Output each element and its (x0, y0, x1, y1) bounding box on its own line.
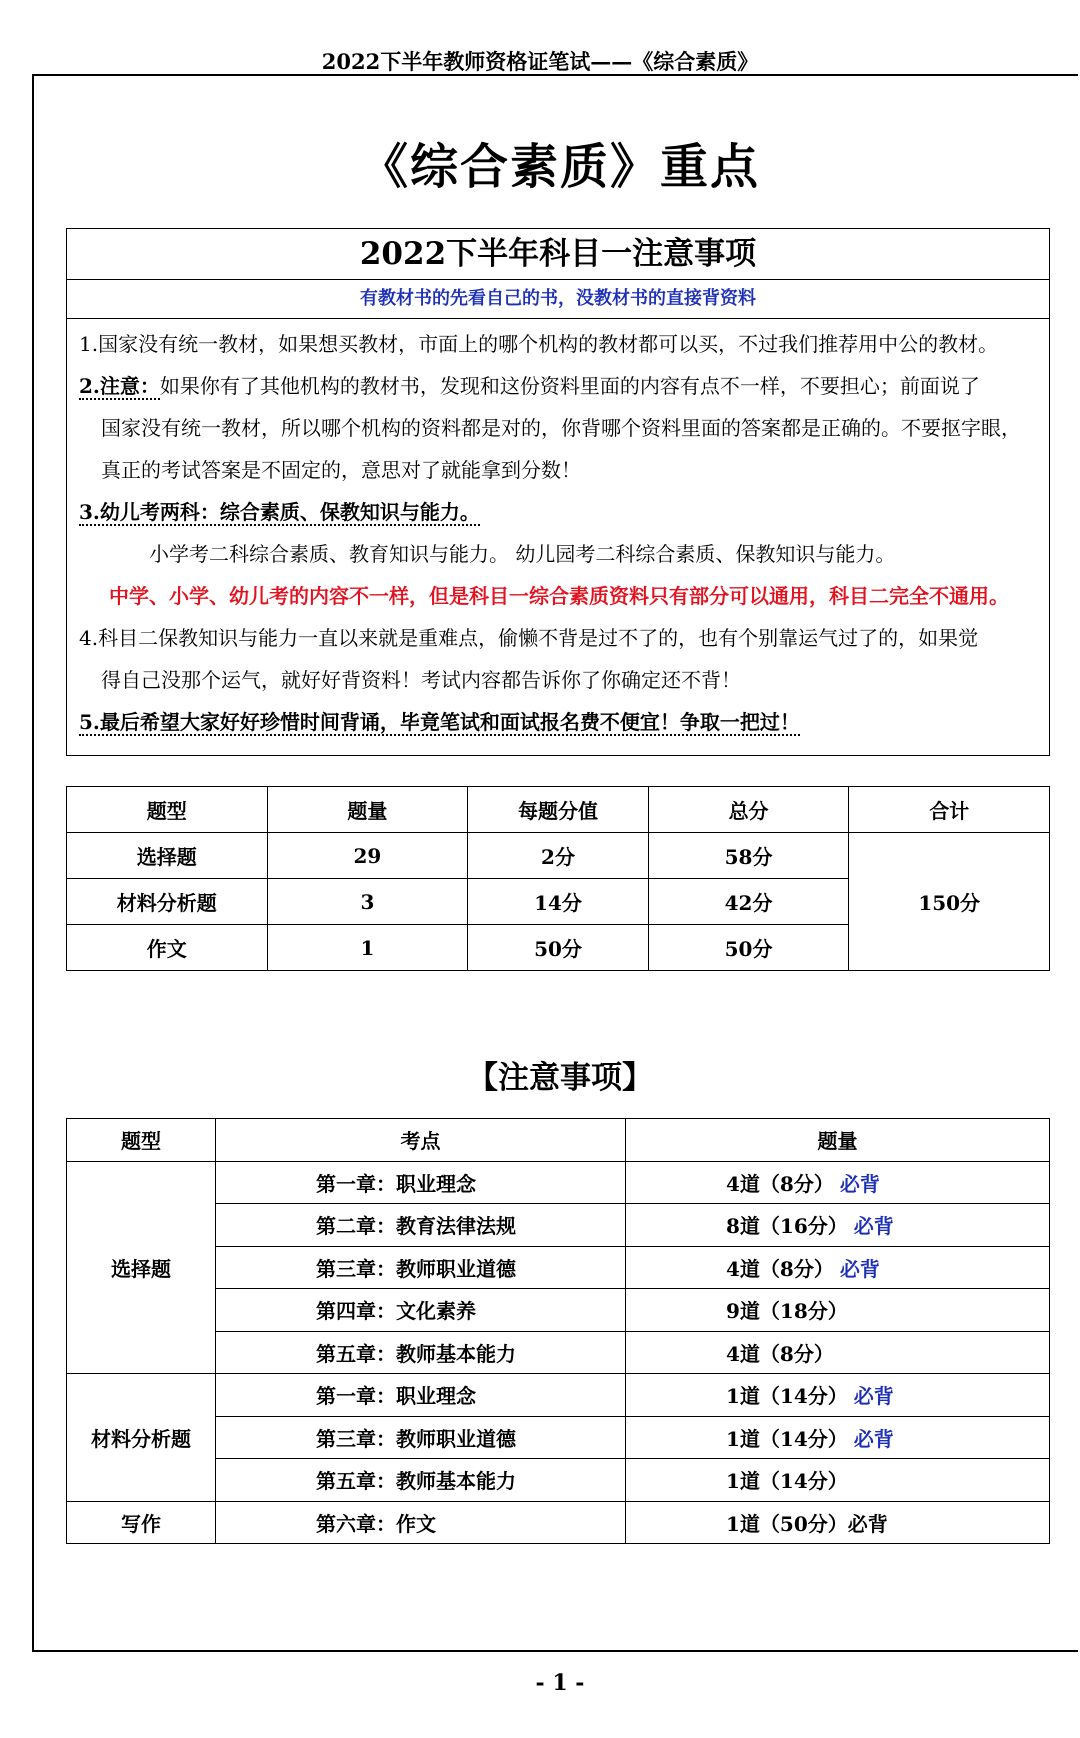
score-cell: 材料分析题 (67, 879, 268, 925)
score-cell: 42分 (648, 879, 849, 925)
score-cell: 29 (267, 833, 468, 879)
count-text: 4道（8分） (726, 1256, 834, 1281)
count-cell (626, 1161, 1050, 1204)
page-title: 《综合素质》重点 (359, 139, 760, 195)
count-text: 1道（14分） (726, 1426, 848, 1451)
count-text: 4道（8分） (726, 1341, 834, 1366)
must-tag: 必背 (853, 1384, 894, 1409)
topics-row (67, 1374, 1050, 1417)
notice-item-4-continuation: 得自己没那个运气，就好好背资料！考试内容都告诉你了你确定还不背！ (101, 668, 741, 692)
topics-table (66, 1118, 1050, 1544)
topic-cell: 第六章：作文 (216, 1501, 626, 1544)
count-cell (626, 1204, 1050, 1247)
topics-header-cell: 考点 (216, 1119, 626, 1162)
topic-cell: 第四章：文化素养 (216, 1289, 626, 1332)
notice-item-2-continuation: 国家没有统一教材，所以哪个机构的资料都是对的，你背哪个资料里面的答案都是正确的。不要抠字眼，真正的考试答案是不固定的，意思对了就能拿到分数！ (101, 416, 1021, 482)
notice-item-3-subtext: 小学考二科综合素质、教育知识与能力。 幼儿园考二科综合素质、保教知识与能力。 (149, 542, 896, 566)
score-row (67, 833, 1050, 879)
group-label-analysis: 材料分析题 (67, 1374, 216, 1502)
score-cell: 58分 (648, 833, 849, 879)
notice-item-3-text: 3.幼儿考两科：综合素质、保教知识与能力。 (79, 500, 480, 524)
count-cell (626, 1246, 1050, 1289)
notice-item-5-text: 5.最后希望大家好好珍惜时间背诵，毕竟笔试和面试报名费不便宜！争取一把过！ (79, 710, 800, 734)
notice-body (67, 319, 1049, 755)
notice-heading: 2022下半年科目一注意事项 (67, 229, 1049, 280)
topics-header-cell: 题量 (626, 1119, 1050, 1162)
score-header-cell: 总分 (648, 787, 849, 833)
count-cell (626, 1374, 1050, 1417)
topic-cell: 第五章：教师基本能力 (216, 1331, 626, 1374)
score-header-cell: 合计 (849, 787, 1050, 833)
count-text: 9道（18分） (726, 1299, 848, 1324)
must-tag: 必背 (839, 1256, 880, 1281)
notice-item-4: 4.科目二保教知识与能力一直以来就是重难点，偷懒不背是过不了的，也有个别靠运气过了的，如果觉 (79, 626, 979, 650)
topic-cell: 第三章：教师职业道德 (216, 1246, 626, 1289)
score-cell: 选择题 (67, 833, 268, 879)
score-cell: 1 (267, 925, 468, 971)
count-cell (626, 1289, 1050, 1332)
topics-header-row (67, 1119, 1050, 1162)
topics-row (67, 1161, 1050, 1204)
must-tag: 必背 (853, 1214, 894, 1239)
topics-row (67, 1501, 1050, 1544)
score-header-cell: 题量 (267, 787, 468, 833)
score-table (66, 786, 1050, 971)
topic-cell: 第二章：教育法律法规 (216, 1204, 626, 1247)
score-cell: 作文 (67, 925, 268, 971)
must-tag: 必背 (853, 1426, 894, 1451)
notice-warning: 中学、小学、幼儿考的内容不一样，但是科目一综合素质资料只有部分可以通用，科目二完全不通用。 (109, 584, 1009, 608)
notice-item-2 (79, 365, 1039, 407)
notice-item-2-text: 如果你有了其他机构的教材书，发现和这份资料里面的内容有点不一样，不要担心；前面说了 (159, 374, 980, 398)
score-total: 150分 (849, 833, 1050, 971)
score-header-cell: 每题分值 (468, 787, 649, 833)
score-header-cell: 题型 (67, 787, 268, 833)
must-tag: 必背 (839, 1171, 880, 1196)
count-cell (626, 1331, 1050, 1374)
topic-cell: 第一章：职业理念 (216, 1374, 626, 1417)
notice-item-5 (79, 701, 1039, 743)
notice-item-1: 1.国家没有统一教材，如果想买教材，市面上的哪个机构的教材都可以买，不过我们推荐用中公的教材。 (79, 332, 999, 356)
topic-cell: 第五章：教师基本能力 (216, 1459, 626, 1502)
count-text: 8道（16分） (726, 1214, 848, 1239)
notice-item-3 (79, 491, 1039, 533)
score-cell: 50分 (468, 925, 649, 971)
running-header: 2022下半年教师资格证笔试——《综合素质》 (321, 49, 759, 74)
notice-box (66, 228, 1050, 756)
count-text: 4道（8分） (726, 1171, 834, 1196)
count-cell (626, 1416, 1050, 1459)
page-number: - 1 - (535, 1670, 585, 1696)
count-text: 1道（14分） (726, 1469, 848, 1494)
section-title: 【注意事项】 (467, 1060, 653, 1096)
group-label-choice: 选择题 (67, 1161, 216, 1374)
count-text: 1道（50分）必背 (726, 1511, 888, 1536)
score-cell: 14分 (468, 879, 649, 925)
count-text: 1道（14分） (726, 1384, 848, 1409)
score-cell: 2分 (468, 833, 649, 879)
group-label-writing: 写作 (67, 1501, 216, 1544)
topics-header-cell: 题型 (67, 1119, 216, 1162)
count-cell (626, 1459, 1050, 1502)
notice-subheading: 有教材书的先看自己的书，没教材书的直接背资料 (67, 280, 1049, 319)
count-cell (626, 1501, 1050, 1544)
score-cell: 50分 (648, 925, 849, 971)
score-cell: 3 (267, 879, 468, 925)
notice-item-2-label: 2.注意： (79, 374, 160, 398)
topic-cell: 第一章：职业理念 (216, 1161, 626, 1204)
topic-cell: 第三章：教师职业道德 (216, 1416, 626, 1459)
score-header-row (67, 787, 1050, 833)
